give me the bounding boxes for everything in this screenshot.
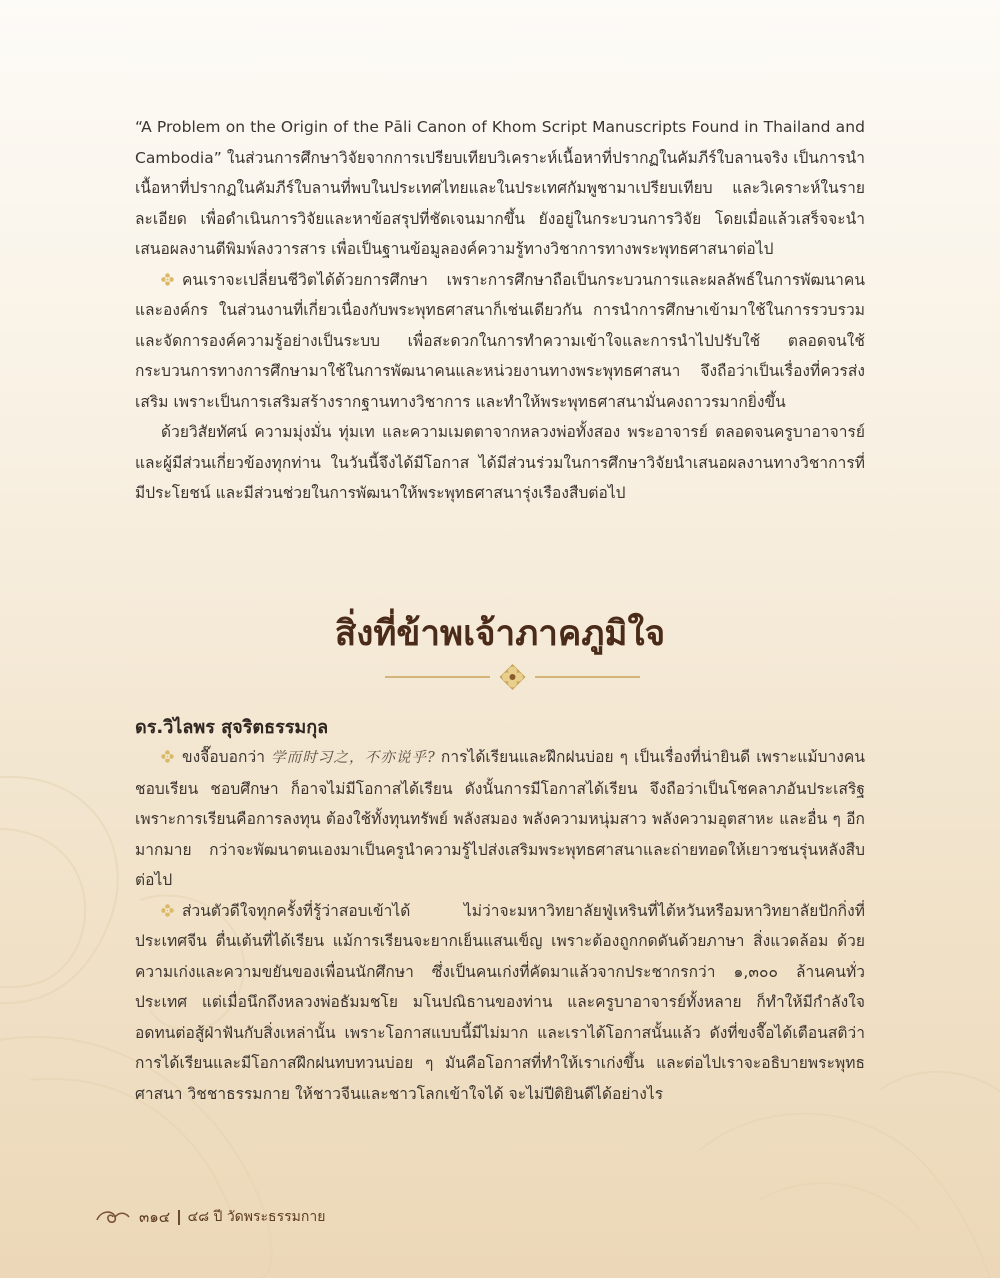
section-title: สิ่งที่ข้าพเจ้าภาคภูมิใจ bbox=[334, 614, 666, 654]
intro-paragraph-1: “A Problem on the Origin of the Pāli Canon of Khom Script Manuscripts Found in Thailand and Cambodia” ในส่วนการศึกษาวิจัยจากการเปรียบเทียบวิเคราะห์เนื้อหาที่ปรากฏในคัมภีร์ใบลานจริง เป็นการนำเนื้อหาที่ปรากฏในคัมภีร์ใบลานที่พบในประเทศไทยและในประเทศกัมพูชามาเปรียบเทียบ และวิเคราะห์ในรายละเอียด เพื่อดำเนินการวิจัยและหาข้อสรุปที่ชัดเจนมากขึ้น ยังอยู่ในกระบวนการวิจัย โดยเมื่อแล้วเสร็จจะนำเสนอผลงานตีพิมพ์ลงวารสาร เพื่อเป็นฐานข้อมูลองค์ความรู้ทางวิชาการทางพระพุทธศาสนาต่อไป bbox=[135, 118, 865, 258]
pride-paragraph-2-text: ส่วนตัวดีใจทุกครั้งที่รู้ว่าสอบเข้าได้ ไม่ว่าจะมหาวิทยาลัยฟู่เหรินที่ไต้หวันหรือมหาวิทยาลัยปักกิ่งที่ประเทศจีน ตื่นเต้นที่ได้เรียน แม้การเรียนจะยากเย็นแสนเข็ญ เพราะต้องถูกกดดันด้วยภาษา สิ่งแวดล้อม ด้วยความเก่งและความขยันของเพื่อนนักศึกษา ซึ่งเป็นคนเก่งที่คัดมาแล้วจากประชากรกว่า ๑,๓๐๐ ล้านคนทั่วประเทศ แต่เมื่อนึกถึงหลวงพ่อธัมมชโย มโนปณิธานของท่าน และครูบาอาจารย์ทั้งหลาย ก็ทำให้มีกำลังใจอดทนต่อสู้ฝ่าฟันกับสิ่งเหล่านั้น เพราะโอกาสแบบนี้มีไม่มาก และเราได้โอกาสนั้นแล้ว ดังที่ขงจื๊อได้เตือนสติว่า การได้เรียนและมีโอกาสฝึกฝนทบทวนบ่อย ๆ มันคือโอกาสที่ทำให้เราเก่งขึ้น และต่อไปเราจะอธิบายพระพุทธศาสนา วิชชาธรรมกาย ให้ชาวจีนและชาวโลกเข้าใจได้ จะไม่ปีติยินดีได้อย่างไร bbox=[135, 901, 865, 1103]
author-name: ดร.วิไลพร สุจริตธรรมกุล bbox=[135, 717, 329, 738]
pride-paragraph-1-text: การได้เรียนและฝึกฝนบ่อย ๆ เป็นเรื่องที่น่ายินดี เพราะแม้บางคนชอบเรียน ชอบศึกษา ก็อาจไม่มีโอกาสได้เรียน ดังนั้นการมีโอกาสได้เรียน จึงถือว่าเป็นโชคลาภอันประเสริฐ เพราะการเรียนคือการลงทุน ต้องใช้ทั้งทุนทรัพย์ พลังสมอง พลังความหนุ่มสาว พลังความอุตสาหะ และอื่น ๆ อีกมากมาย กว่าจะพัฒนาตนเองมาเป็นครูนำความรู้ไปส่งเสริมพระพุทธศาสนาและถ่ายทอดให้เยาวชนรุ่นหลังสืบต่อไป bbox=[135, 748, 865, 889]
book-title: ๔๘ ปี วัดพระธรรมกาย bbox=[187, 1209, 326, 1225]
confucius-quote: 学而时习之，不亦说乎? bbox=[271, 750, 435, 766]
title-divider-ornament bbox=[385, 662, 640, 692]
intro-paragraph-2 bbox=[135, 265, 865, 418]
intro-paragraph-3: ด้วยวิสัยทัศน์ ความมุ่งมั่น ทุ่มเท และความเมตตาจากหลวงพ่อทั้งสอง พระอาจารย์ ตลอดจนครูบาอาจารย์ และผู้มีส่วนเกี่ยวข้องทุกท่าน ในวันนี้จึงได้มีโอกาส ได้มีส่วนร่วมในการศึกษาวิจัยนำเสนอผลงานทางวิชาการที่มีประโยชน์ และมีส่วนช่วยในการพัฒนาให้พระพุทธศาสนารุ่งเรืองสืบต่อไป bbox=[135, 423, 865, 502]
intro-section bbox=[135, 112, 865, 509]
pride-section-body bbox=[135, 742, 865, 1109]
pride-paragraph-2 bbox=[135, 896, 865, 1110]
swirl-ornament-icon bbox=[95, 1208, 131, 1226]
flower-bullet-icon bbox=[161, 904, 174, 917]
footer-separator bbox=[178, 1210, 180, 1225]
flower-bullet-icon bbox=[161, 273, 174, 286]
page-footer bbox=[95, 1202, 325, 1232]
intro-paragraph-2-text: คนเราจะเปลี่ยนชีวิตได้ด้วยการศึกษา เพราะการศึกษาถือเป็นกระบวนการและผลลัพธ์ในการพัฒนาคนและองค์กร ในส่วนงานที่เกี่ยวเนื่องกับพระพุทธศาสนาก็เช่นเดียวกัน การนำการศึกษาเข้ามาใช้ในการรวบรวมและจัดการองค์ความรู้อย่างเป็นระบบ เพื่อสะดวกในการทำความเข้าใจและการนำไปปรับใช้ ตลอดจนใช้กระบวนการทางการศึกษามาใช้ในการพัฒนาคนและหน่วยงานทางพระพุทธศาสนา จึงถือว่าเป็นเรื่องที่ควรส่งเสริม เพราะเป็นการเสริมสร้างรากฐานทางวิชาการ และทำให้พระพุทธศาสนามั่นคงถาวรมากยิ่งขึ้น bbox=[135, 270, 865, 411]
pride-paragraph-1 bbox=[135, 742, 865, 896]
flower-bullet-icon bbox=[161, 750, 174, 763]
pride-paragraph-1-lead: ขงจื๊อบอกว่า bbox=[182, 748, 265, 766]
page-number: ๓๑๔ bbox=[139, 1208, 171, 1226]
